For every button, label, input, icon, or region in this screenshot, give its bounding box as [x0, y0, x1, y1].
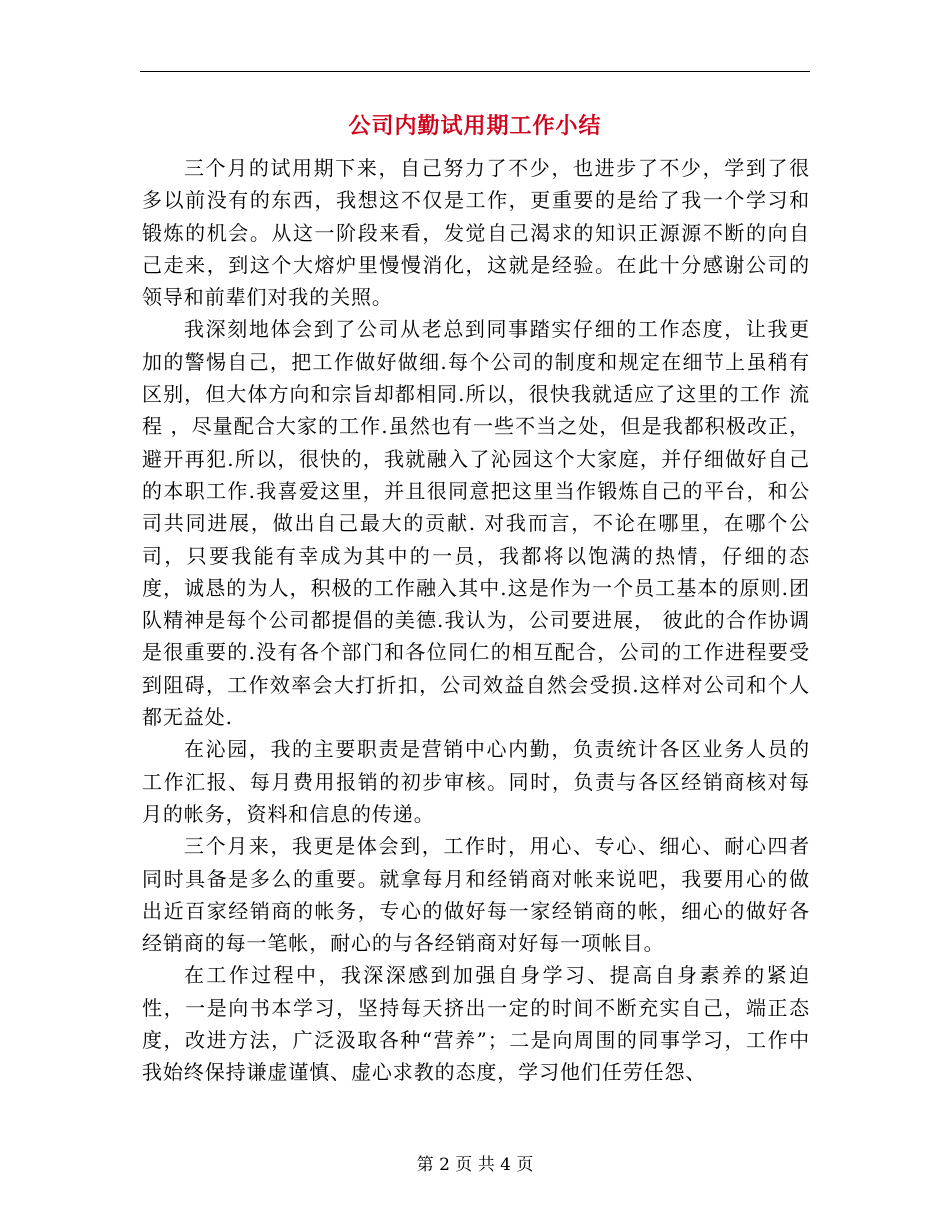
paragraph-5: 在工作过程中，我深深感到加强自身学习、提高自身素养的紧迫性，一是向书本学习，坚持每天挤出一定的时间不断充实自己，端正态度，改进方法，广泛汲取各种“营养”；二是向周围的同事学习，工作中我始终保持谦虚谨慎、虚心求教的态度，学习他们任劳任怨、 [142, 963, 810, 1085]
paragraph-2: 我深刻地体会到了公司从老总到同事踏实仔细的工作态度，让我更加的警惕自己，把工作做好做细.每个公司的制度和规定在细节上虽稍有区别，但大体方向和宗旨却都相同.所以，很快我就适应了这里的工作 流程 ，尽量配合大家的工作.虽然也有一些不当之处，但是我都积极改正，避开再犯.所以，很快的，我就融入了沁园这个大家庭，并仔细做好自己的本职工作.我喜爱这里，并且很同意把这里当作锻炼自己的平台，和公司共同进展，做出自己最大的贡献. 对我而言，不论在哪里，在哪个公司，只要我能有幸成为其中的一员，我都将以饱满的热情，仔细的态度，诚恳的为人，积极的工作融入其中.这是作为一个员工基本的原则.团队精神是每个公司都提倡的美德.我认为，公司要进展， 彼此的合作协调是很重要的.没有各个部门和各位同仁的相互配合，公司的工作进程要受到阻碍，工作效率会大打折扣，公司效益自然会受损.这样对公司和个人都无益处. [142, 317, 810, 730]
document-body [142, 152, 810, 1089]
paragraph-1: 三个月的试用期下来，自己努力了不少，也进步了不少，学到了很多以前没有的东西，我想这不仅是工作，更重要的是给了我一个学习和锻炼的机会。从这一阶段来看，发觉自己渴求的知识正源源不断的向自己走来，到这个大熔炉里慢慢消化，这就是经验。在此十分感谢公司的领导和前辈们对我的关照。 [142, 156, 810, 310]
header-rule [140, 71, 810, 72]
paragraph-3: 在沁园，我的主要职责是营销中心内勤，负责统计各区业务人员的工作汇报、每月费用报销的初步审核。同时，负责与各区经销商核对每月的帐务，资料和信息的传递。 [142, 737, 810, 826]
paragraph-4: 三个月来，我更是体会到，工作时，用心、专心、细心、耐心四者同时具备是多么的重要。就拿每月和经销商对帐来说吧，我要用心的做出近百家经销商的帐务，专心的做好每一家经销商的帐，细心的做好各经销商的每一笔帐，耐心的与各经销商对好每一项帐目。 [142, 834, 810, 956]
page-number-footer: 第 2 页 共 4 页 [416, 1155, 534, 1175]
document-title: 公司内勤试用期工作小结 [348, 113, 602, 139]
